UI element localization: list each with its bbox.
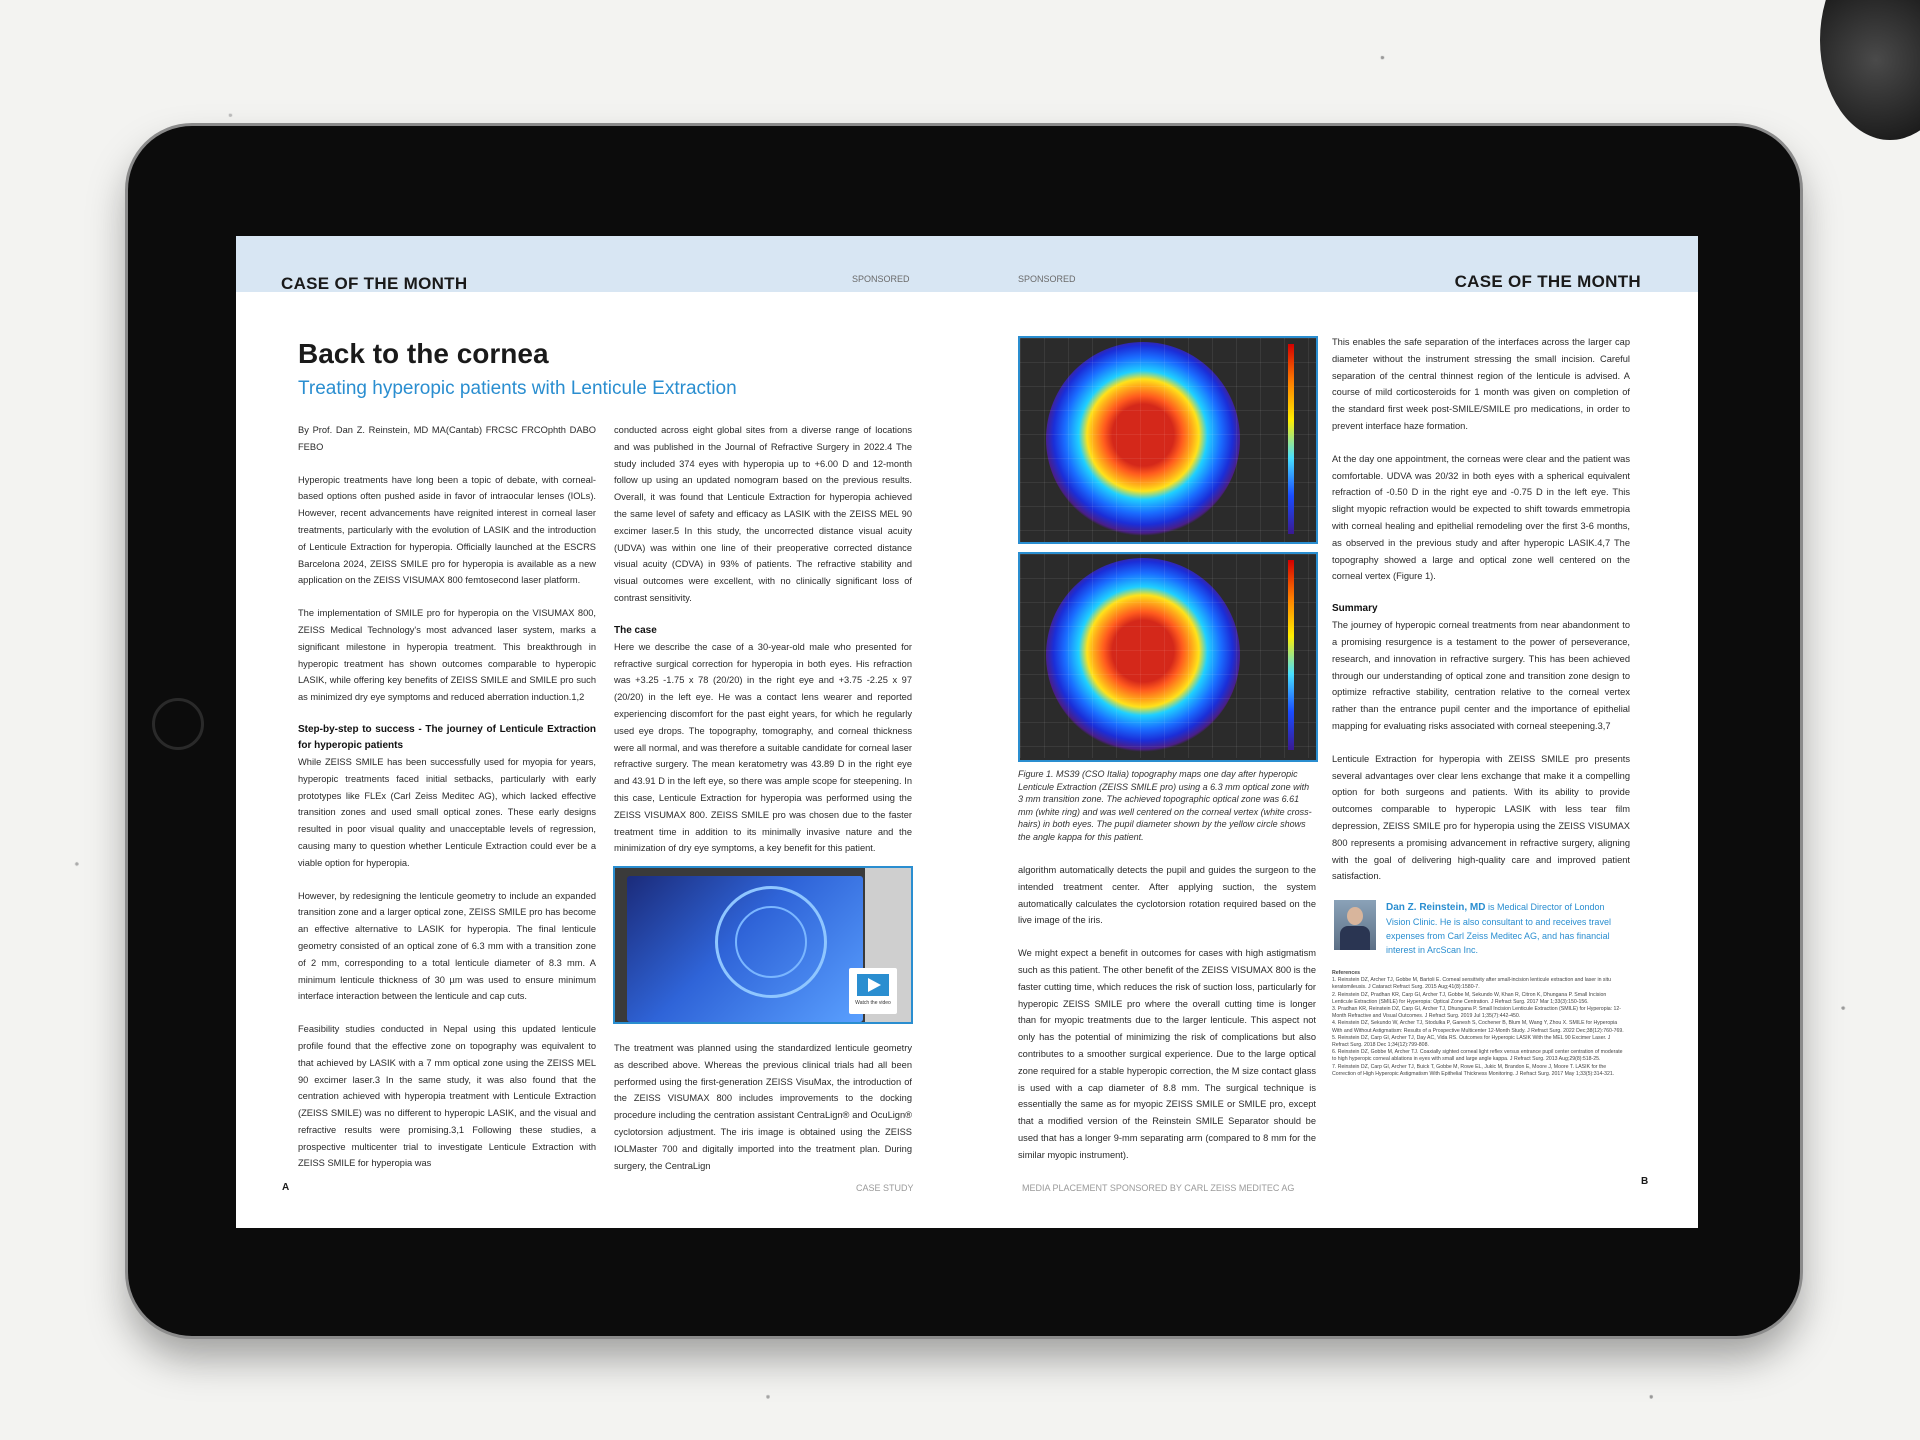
play-icon (868, 978, 881, 992)
paragraph: At the day one appointment, the corneas were clear and the patient was comfortable. UDVA was 20/32 in both eyes with a spherical equivalent refraction of -0.50 D in the right eye and -0.75 D in the left eye. This slight myopic refraction would be expected to shift towards emmetropia with corneal healing and epithelial remodeling over the first 3-6 months, as observed in the previous study and after hyperopic LASIK.4,7 The topography showed a large and optical zone well centered on the corneal vertex (Figure 1). (1332, 453, 1630, 582)
play-caption: Watch the video (855, 1000, 891, 1006)
topography-color-scale (1288, 560, 1294, 750)
sponsored-label-left: SPONSORED (852, 274, 910, 284)
author-name: Dan Z. Reinstein, MD (1386, 902, 1486, 913)
video-eye-ring-inner (735, 906, 807, 978)
topography-map-right-eye (1018, 336, 1318, 544)
footer-case-study: CASE STUDY (856, 1183, 914, 1193)
reference-item: 6. Reinstein DZ, Gobbe M, Archer TJ. Coaxially sighted corneal light reflex versus entrance pupil center centration of moderate to high hyperopic corneal ablations in eyes with small and large angle kappa. J Refract Surg. 2013 Aug;29(8):518-25. (1332, 1049, 1623, 1063)
section-title-left: CASE OF THE MONTH (281, 274, 468, 293)
camera-lens-object (1820, 0, 1920, 140)
magazine-spread (236, 236, 1698, 1228)
sponsored-label-right: SPONSORED (1018, 274, 1076, 284)
reference-item: 2. Reinstein DZ, Pradhan KR, Carp GI, Archer TJ, Gobbe M, Sekundo W, Khan R, Citron K, Dhungana P. Small Incision Lenticule Extraction (SMILE) for Hyperopia: Optical Zone Centration. J Refract Surg. 2017 Mar 1;33(3):150-156. (1332, 991, 1607, 1005)
page-mark-left: A (282, 1182, 290, 1193)
paragraph: However, by redesigning the lenticule geometry to include an expanded transition zone and a larger optical zone, ZEISS SMILE pro has become an effective alternative to LASIK for hyperopia. The final lenticule geometry consisted of an optical zone of 6.3 mm with a transition zone of 2 mm, corresponding to a total lenticule diameter of 8.3 mm. A minimum lenticule thickness of 30 µm was used to ensure minimum interface interaction between the lenticule and cap cuts. (298, 890, 596, 1002)
column-3 (1018, 862, 1316, 1180)
article-title: Back to the cornea (298, 338, 549, 369)
footer-sponsor-note: MEDIA PLACEMENT SPONSORED BY CARL ZEISS MEDITEC AG (1022, 1183, 1295, 1193)
paragraph: While ZEISS SMILE has been successfully used for myopia for years, hyperopic treatments faced initial setbacks, particularly with early prototypes like FLEx (Carl Zeiss Meditec AG), which lacked effective transition zones and used small optical zones. These early designs resulted in poor visual quality and unacceptable levels of regression, causing many to question whether Lenticule Extraction could ever be a viable option for hyperopia. (298, 756, 596, 868)
topography-map-left-eye (1018, 552, 1318, 762)
column-4 (1332, 334, 1630, 901)
avatar-body (1340, 926, 1370, 950)
paragraph: Hyperopic treatments have long been a topic of debate, with corneal-based options often pushed aside in favor of intraocular lenses (IOLs). However, recent advancements have reignited interest in corneal laser treatments, particularly with the evolution of LASIK and the introduction of Lenticule Extraction for hyperopia. Officially launched at the ESCRS Barcelona 2024, ZEISS SMILE pro for hyperopia is available as a new application on the ZEISS VISUMAX 800 femtosecond laser platform. (298, 474, 596, 586)
paragraph: The treatment was planned using the standardized lenticule geometry as described above. Whereas the previous clinical trials had all been performed using the first-generation ZEISS VisuMax, the introduction of the ZEISS VISUMAX 800 includes improvements to the docking procedure including the centration assistant CentraLign® and OcuLign® cyclotorsion adjustment. The iris image is obtained using the ZEISS IOLMaster 700 and digitally imported into the treatment plan. During surgery, the CentraLign (614, 1043, 912, 1171)
gutter-disclaimer (974, 386, 982, 1206)
author-avatar (1334, 900, 1376, 950)
column-2 (614, 422, 912, 873)
reference-item: 7. Reinstein DZ, Carp GI, Archer TJ, Buick T, Gobbe M, Rowe EL, Jukic M, Brandon E, Moore J, Moore T. LASIK for the Correction of High Hyperopic Astigmatism With Epithelial Thickness Monitoring. J Refract Surg. 2017 May 1;33(5):314-321. (1332, 1063, 1615, 1077)
video-thumbnail[interactable] (613, 866, 913, 1024)
paragraph: Lenticule Extraction for hyperopia with ZEISS SMILE pro presents several advantages over clear lens exchange that make it a compelling option for both surgeons and patients. With its ability to provide outcomes comparable to hyperopic LASIK with less tear film depression, ZEISS SMILE pro for hyperopia using the ZEISS VISUMAX 800 represents a promising advancement in refractive surgery, aligning with the goal of delivering high-quality care and improved patient satisfaction. (1332, 753, 1630, 882)
paragraph: Feasibility studies conducted in Nepal using this updated lenticule profile found that the effective zone on topography was equivalent to that achieved by LASIK with a 7 mm optical zone using the ZEISS MEL 90 excimer laser.3 In the same study, it was also found that the centration achieved with hyperopia treatment with Lenticule Extraction (ZEISS SMILE) was no different to hyperopic LASIK, and the visual and refractive results were promising.3,1 Following these studies, a prospective multicenter trial to investigate Lenticule Extraction with ZEISS SMILE for hyperopia was (298, 1024, 596, 1169)
home-button[interactable] (152, 698, 204, 750)
paragraph: The journey of hyperopic corneal treatments from near abandonment to a promising resurgence is a testament to the power of perseverance, research, and innovation in refractive surgery. This has been achieved through our understanding of optical zone and transition zone design to optimize refractive stability, centration relative to the corneal vertex rather than the entrance pupil center and the importance of epithelial mapping for evaluating risks associated with corneal steepening.3,7 (1332, 620, 1630, 731)
byline: By Prof. Dan Z. Reinstein, MD MA(Cantab) FRCSC FRCOphth DABO FEBO (298, 425, 596, 452)
references-list (1332, 970, 1628, 1078)
paragraph: We might expect a benefit in outcomes for cases with high astigmatism such as this patient. The other benefit of the ZEISS VISUMAX 800 is the faster cutting time, which reduces the risk of suction loss, particularly for hyperopic ZEISS SMILE pro where the overall cutting time is longer than for myopic treatments due to the larger lenticule. This aspect not only has the potential of minimizing the risk of complications but also contributes to a smoother surgical experience. Due to the large optical zone required for a stable hyperopic correction, the M size contact glass is used with a cap diameter of 8.8 mm. The surgical technique is essentially the same as for myopic ZEISS SMILE or SMILE pro, except that a modified version of the Reinstein SMILE Separator should be used that has a longer 9-mm separating arm (compared to 8 mm for the similar myopic instrument). (1018, 948, 1316, 1160)
paragraph: This enables the safe separation of the interfaces across the larger cap diameter without the instrument stressing the small incision. Careful separation of the central thinnest region of the lenticule is advised. A course of mild corticosteroids for 1 month was given on completion of the standard first week post-SMILE/SMILE pro medications, in order to prevent interface haze formation. (1332, 337, 1630, 431)
author-bio (1386, 900, 1626, 957)
reference-item: 4. Reinstein DZ, Sekundo W, Archer TJ, Stodulka P, Ganesh S, Cochener B, Blum M, Wang Y, Zhou X. SMILE for Hyperopia With and Without Astigmatism: Results of a Prospective Multicenter 12-Month Study. J Refract Surg. 2022 Dec;38(12):760-769. (1332, 1020, 1624, 1034)
article-subtitle: Treating hyperopic patients with Lenticule Extraction (298, 378, 737, 399)
paragraph: The implementation of SMILE pro for hyperopia on the VISUMAX 800, ZEISS Medical Technology's most advanced laser system, marks a significant milestone in hyperopia treatment. This breakthrough in hyperopic treatment has shown outcomes comparable to hyperopic LASIK, while offering key benefits of ZEISS SMILE and SMILE pro such as minimized dry eye symptoms and reduced aberration induction.1,2 (298, 608, 596, 703)
subheading-step: Step-by-step to success - The journey of Lenticule Extraction for hyperopic patients (298, 723, 596, 751)
section-title-right: CASE OF THE MONTH (1454, 272, 1641, 291)
subheading-summary: Summary (1332, 603, 1378, 615)
paragraph: Here we describe the case of a 30-year-old male who presented for refractive surgical correction for hyperopia in both eyes. His refraction was +3.25 -1.75 x 78 (20/20) in the right eye and +3.75 -2.25 x 97 (20/20) in the left eye. He was a contact lens wearer and reported experiencing discomfort for the past eight years, for which he regularly used eye drops. The topography, tomography, and corneal thickness were all normal, and was therefore a suitable candidate for corneal laser refractive surgery. The mean keratometry was 43.89 D in the right eye and 43.91 D in the left eye, so there was ample scope for steepening. In this case, Lenticule Extraction for hyperopia was performed using the ZEISS VISUMAX 800. ZEISS SMILE pro was chosen due to the faster treatment time in addition to its minimally invasive nature and the minimization of dry eye symptoms, a key benefit for this patient. (614, 641, 912, 854)
column-2-lower (614, 1040, 912, 1190)
paragraph: algorithm automatically detects the pupil and guides the surgeon to the intended treatment center. After applying suction, the system automatically calculates the cyclotorsion rotation required based on the live image of the iris. (1018, 865, 1316, 926)
figure-caption: Figure 1. MS39 (CSO Italia) topography maps one day after hyperopic Lenticule Extraction (ZEISS SMILE pro) using a 6.3 mm optical zone with 3 mm transition zone. The achieved topographic optical zone was 6.61 mm (white ring) and was well centered on the corneal vertex (white cross-hairs) in both eyes. The pupil diameter shown by the yellow circle shows the angle kappa for this patient. (1018, 769, 1312, 842)
play-video-button[interactable] (849, 968, 897, 1014)
topography-grid (1020, 338, 1316, 542)
page-mark-right: B (1641, 1176, 1649, 1187)
topography-grid (1020, 554, 1316, 758)
subheading-case: The case (614, 624, 657, 636)
author-bio-text: is Medical Director of London Vision Clinic. He is also consultant to and receives travel expenses from Carl Zeiss Meditec AG, and has financial interest in ArcScan Inc. (1386, 902, 1611, 955)
references-title: References (1332, 970, 1360, 976)
topography-color-scale (1288, 344, 1294, 534)
reference-item: 1. Reinstein DZ, Archer TJ, Gobbe M, Bartoli E. Corneal sensitivity after small-incision lenticule extraction and laser in situ keratomileusis. J Cataract Refract Surg. 2015 Aug;41(8):1580-7. (1332, 977, 1611, 991)
reference-item: 5. Reinstein DZ, Carp GI, Archer TJ, Day AC, Vida RS. Outcomes for Hyperopic LASIK With the MEL 90 Excimer Laser. J Refract Surg. 2018 Dec 1;34(12):799-808. (1332, 1034, 1611, 1049)
avatar-head (1347, 907, 1363, 925)
reference-item: 3. Pradhan KR, Reinstein DZ, Carp GI, Archer TJ, Dhungana P. Small Incision Lenticule Extraction (SMILE) for Hyperopia: 12-Month Refractive and Visual Outcomes. J Refract Surg. 2019 Jul 1;35(7):442-450. (1332, 1006, 1621, 1020)
paragraph: conducted across eight global sites from a diverse range of locations and was published in the Journal of Refractive Surgery in 2022.4 The study included 374 eyes with hyperopia up to +6.00 D and 12-month follow up using an updated nomogram based on the previous results. Overall, it was found that Lenticule Extraction for hyperopia achieved the same level of safety and efficacy as LASIK with the ZEISS MEL 90 excimer laser.5 In this study, the uncorrected distance visual acuity (UDVA) was within one line of their preoperative corrected distance visual acuity (CDVA) in 93% of patients. The refractive stability and visual outcomes were excellent, with no clinically significant loss of contrast sensitivity. (614, 425, 912, 603)
column-1 (298, 422, 596, 1188)
